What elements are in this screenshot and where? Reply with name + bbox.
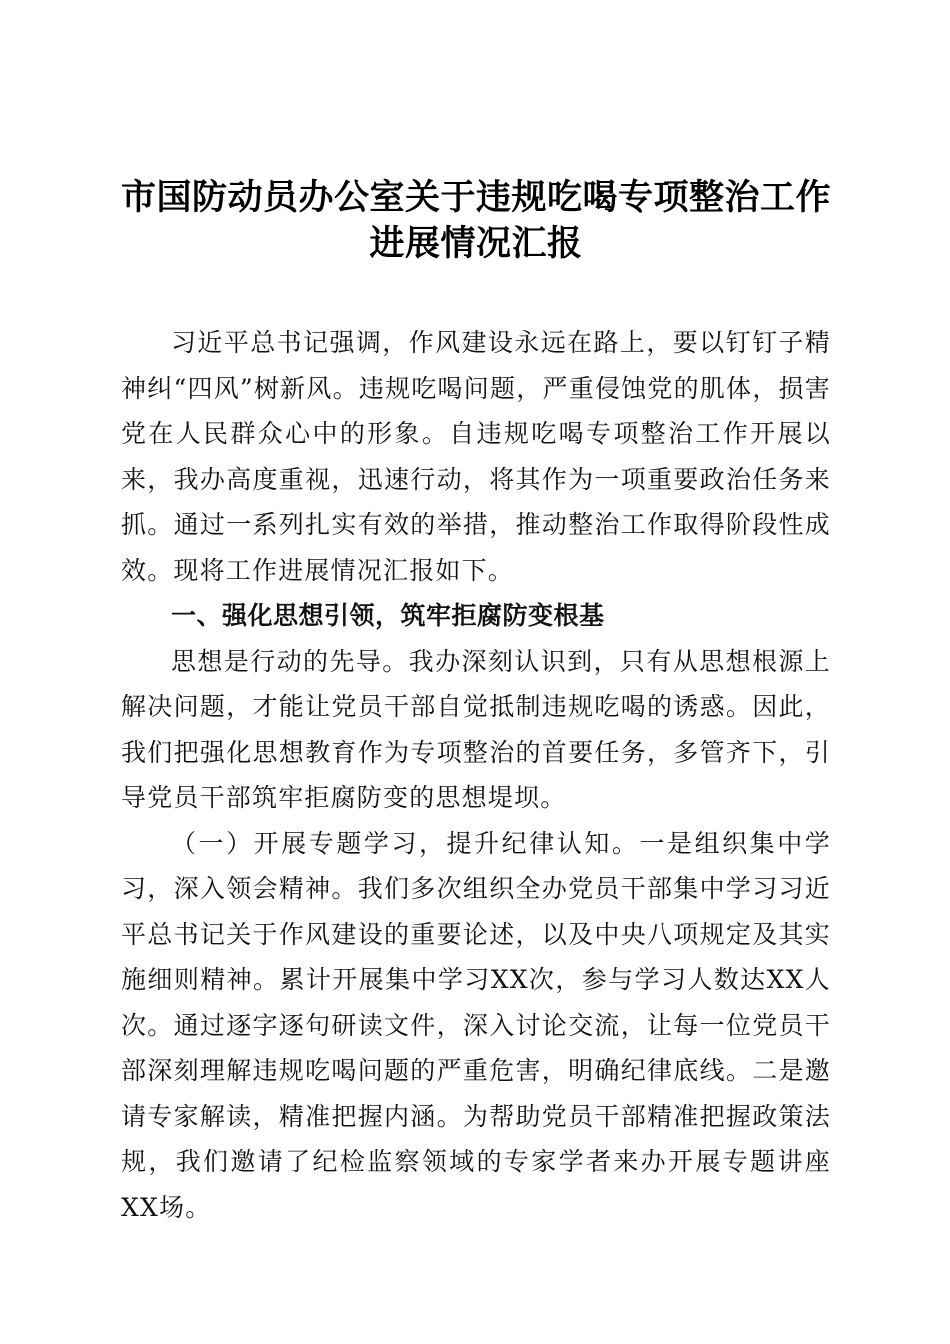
section-1-paragraph: 思想是行动的先导。我办深刻认识到，只有从思想根源上解决问题，才能让党员干部自觉抵制违规吃喝的诱惑。因此，我们把强化思想教育作为专项整治的首要任务，多管齐下，引导党员干部筑牢拒腐防变的思想堤坝。 xyxy=(121,646,831,812)
document-title xyxy=(111,175,841,267)
section-heading-1: 一、强化思想引领，筑牢拒腐防变根基 xyxy=(171,601,605,630)
document-page xyxy=(121,0,831,1344)
document-body xyxy=(121,320,831,1230)
subsection-1-paragraph: （一）开展专题学习，提升纪律认知。一是组织集中学习，深入领会精神。我们多次组织全办党员干部集中学习习近平总书记关于作风建设的重要论述，以及中央八项规定及其实施细则精神。累计开展集中学习XX次，参与学习人数达XX人次。通过逐字逐句研读文件，深入讨论交流，让每一位党员干部深刻理解违规吃喝问题的严重危害，明确纪律底线。二是邀请专家解读，精准把握内涵。为帮助党员干部精准把握政策法规，我们邀请了纪检监察领域的专家学者来办开展专题讲座XX场。 xyxy=(121,828,831,1222)
title-line-1: 市国防动员办公室关于违规吃喝专项整治工作 xyxy=(120,177,831,218)
title-line-2: 进展情况汇报 xyxy=(369,223,583,264)
intro-paragraph: 习近平总书记强调，作风建设永远在路上，要以钉钉子精神纠“四风”树新风。违规吃喝问题，严重侵蚀党的肌体，损害党在人民群众心中的形象。自违规吃喝专项整治工作开展以来，我办高度重视，迅速行动，将其作为一项重要政治任务来抓。通过一系列扎实有效的举措，推动整治工作取得阶段性成效。现将工作进展情况汇报如下。 xyxy=(121,328,831,585)
